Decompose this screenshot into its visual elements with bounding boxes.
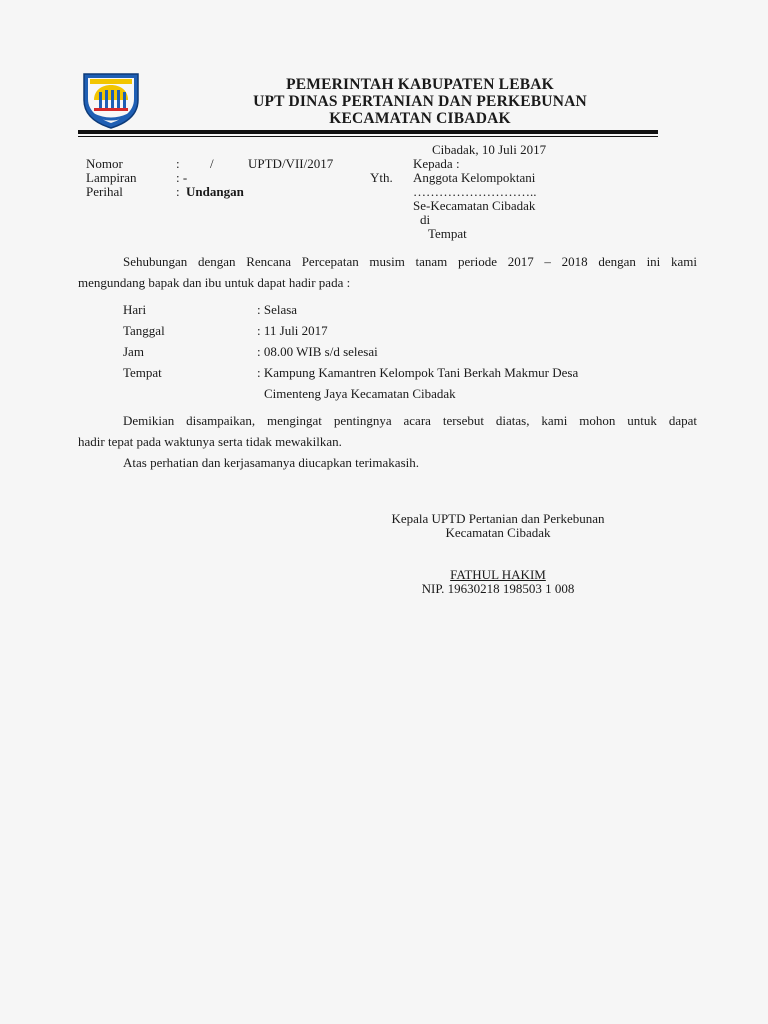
nomor-colon: : bbox=[176, 156, 180, 171]
detail-jam-label: Jam bbox=[123, 344, 144, 359]
letterhead-line-2: UPT DINAS PERTANIAN DAN PERKEBUNAN bbox=[253, 93, 587, 110]
perihal-label: Perihal bbox=[86, 184, 123, 199]
letterhead-rule-thin bbox=[78, 136, 658, 137]
letter-date: Cibadak, 10 Juli 2017 bbox=[432, 142, 547, 157]
nomor-slash: / bbox=[210, 156, 214, 171]
paragraph-1-line-2: mengundang bapak dan ibu untuk dapat hadir pada : bbox=[78, 275, 351, 290]
nomor-value: UPTD/VII/2017 bbox=[248, 156, 334, 171]
lampiran-label: Lampiran bbox=[86, 170, 137, 185]
detail-tempat-value: : Kampung Kamantren Kelompok Tani Berkah Makmur Desa bbox=[257, 365, 579, 380]
paragraph-3: Atas perhatian dan kerjasamanya diucapkan terimakasih. bbox=[123, 455, 419, 470]
lampiran-value: : - bbox=[176, 170, 188, 185]
detail-tempat-continuation: Cimenteng Jaya Kecamatan Cibadak bbox=[264, 386, 456, 401]
detail-hari-value: : Selasa bbox=[257, 302, 298, 317]
perihal-colon: : bbox=[176, 184, 180, 199]
signature-nip: NIP. 19630218 198503 1 008 bbox=[421, 581, 575, 596]
recipient-kepada: Kepada : bbox=[413, 156, 460, 171]
recipient-area: Se-Kecamatan Cibadak bbox=[413, 198, 536, 213]
recipient-yth: Yth. bbox=[370, 170, 393, 185]
nomor-label: Nomor bbox=[86, 156, 123, 171]
paragraph-2-line-1: Demikian disampaikan, mengingat pentingnya acara tersebut diatas, kami mohon untuk dapat bbox=[123, 413, 697, 428]
recipient-name: Anggota Kelompoktani bbox=[413, 170, 536, 185]
detail-jam-value: : 08.00 WIB s/d selesai bbox=[257, 344, 378, 359]
signature-title-line-1: Kepala UPTD Pertanian dan Perkebunan bbox=[391, 511, 605, 526]
recipient-di: di bbox=[420, 212, 431, 227]
perihal-value: Undangan bbox=[186, 184, 244, 199]
recipient-dots: ……………………….. bbox=[413, 184, 537, 199]
recipient-tempat: Tempat bbox=[428, 226, 467, 241]
paragraph-1-line-1: Sehubungan dengan Rencana Percepatan musim tanam periode 2017 – 2018 dengan ini kami bbox=[123, 254, 697, 269]
signature-name: FATHUL HAKIM bbox=[450, 567, 546, 582]
letterhead-line-1: PEMERINTAH KABUPATEN LEBAK bbox=[286, 76, 554, 93]
letterhead-line-3: KECAMATAN CIBADAK bbox=[329, 110, 511, 127]
detail-tanggal-label: Tanggal bbox=[123, 323, 165, 338]
letterhead-rule-thick bbox=[78, 130, 658, 134]
signature-title-line-2: Kecamatan Cibadak bbox=[445, 525, 551, 540]
detail-hari-label: Hari bbox=[123, 302, 147, 317]
lebak-regency-emblem-icon bbox=[80, 70, 142, 130]
detail-tanggal-value: : 11 Juli 2017 bbox=[257, 323, 328, 338]
detail-tempat-label: Tempat bbox=[123, 365, 162, 380]
paragraph-2-line-2: hadir tepat pada waktunya serta tidak mewakilkan. bbox=[78, 434, 342, 449]
